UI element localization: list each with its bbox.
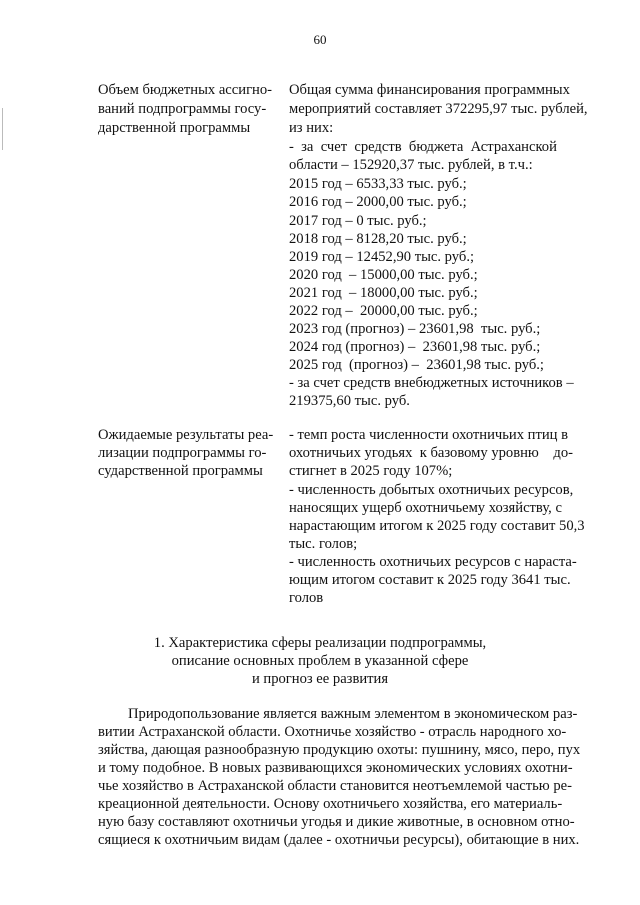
row-value-line: 2019 год – 12452,90 тыс. руб.; xyxy=(289,249,475,265)
row-value-line: 2020 год – 15000,00 тыс. руб.; xyxy=(289,267,478,283)
paragraph-line: витии Астраханской области. Охотничье хозяйство - отрасль народного хо- xyxy=(98,724,567,740)
row-label-text: Объем бюджетных ассигно- xyxy=(98,82,273,98)
row-value-line: - численность добытых охотничьих ресурсов, xyxy=(289,482,574,498)
paragraph-line: ную базу составляют охотничьи угодья и дикие животные, в основном отно- xyxy=(98,814,575,830)
row-value-line: 2021 год – 18000,00 тыс. руб.; xyxy=(289,285,478,301)
row-label-text: лизации подпрограммы го- xyxy=(98,445,267,461)
row-label-text: ваний подпрограммы госу- xyxy=(98,101,267,117)
row-value-line: - темп роста численности охотничьих птиц в xyxy=(289,427,569,443)
row-label-line: дарственной программы xyxy=(98,120,251,136)
margin-mark xyxy=(2,108,6,150)
row-value-line: 2025 год (прогноз) – 23601,98 тыс. руб.; xyxy=(289,357,544,373)
row-label-line: сударственной программы xyxy=(98,463,263,479)
row-value-line: - за счет средств внебюджетных источников – xyxy=(289,375,574,391)
paragraph-line: и тому подобное. В новых развивающихся экономических условиях охотни- xyxy=(98,760,573,776)
paragraph-line: сящиеся к охотничьим видам (далее - охотничьи ресурсы), обитающие в них. xyxy=(98,832,580,848)
paragraph-line: креационной деятельности. Основу охотничьего хозяйства, его материаль- xyxy=(98,796,563,812)
row-label-line xyxy=(98,100,286,119)
row-label-text: Ожидаемые результаты реа- xyxy=(98,427,274,443)
paragraph-line: Природопользование является важным элементом в экономическом раз- xyxy=(128,706,578,722)
row-value-line: 2023 год (прогноз) – 23601,98 тыс. руб.; xyxy=(289,321,541,337)
row-value-line: наносящих ущерб охотничьему хозяйству, с xyxy=(289,500,562,516)
row-label-line xyxy=(98,444,286,463)
row-value-line: 2016 год – 2000,00 тыс. руб.; xyxy=(289,194,467,210)
row-value-line: 2022 год – 20000,00 тыс. руб.; xyxy=(289,303,478,319)
row-value-line xyxy=(289,81,601,100)
row-value-line: тыс. голов; xyxy=(289,536,358,552)
section-heading-line: и прогноз ее развития xyxy=(251,671,389,687)
row-value-line: - численность охотничьих ресурсов с нараста- xyxy=(289,554,577,570)
row-value-line: области – 152920,37 тыс. рублей, в т.ч.: xyxy=(289,157,533,173)
row-value-line: 219375,60 тыс. руб. xyxy=(289,393,410,409)
row-value-text: Общая сумма финансирования программных xyxy=(289,82,570,98)
row-value-line: 2024 год (прогноз) – 23601,98 тыс. руб.; xyxy=(289,339,541,355)
row-label-line xyxy=(98,426,286,445)
row-value-line: 2018 год – 8128,20 тыс. руб.; xyxy=(289,231,467,247)
row-value-line: охотничьих угодьях к базовому уровню до- xyxy=(289,445,573,461)
section-heading-line: 1. Характеристика сферы реализации подпрограммы, xyxy=(153,635,487,651)
row-label-line xyxy=(98,81,286,100)
paragraph-line: чье хозяйство в Астраханской области становится неотъемлемой частью ре- xyxy=(98,778,572,794)
row-value-line: стигнет в 2025 году 107%; xyxy=(289,463,453,479)
row-value-line: - за счет средств бюджета Астраханской xyxy=(289,139,557,155)
row-value-line: 2015 год – 6533,33 тыс. руб.; xyxy=(289,176,467,192)
row-value-line: мероприятий составляет 372295,97 тыс. рублей, xyxy=(289,101,588,117)
row-value-line: нарастающим итогом к 2025 году составит 50,3 xyxy=(289,518,585,534)
section-heading-line: описание основных проблем в указанной сфере xyxy=(171,653,469,669)
page-number: 60 xyxy=(313,32,327,47)
row-value-line: ющим итогом составит к 2025 году 3641 тыс. xyxy=(289,572,571,588)
row-value-line: голов xyxy=(289,590,324,606)
row-value-line: из них: xyxy=(289,120,334,136)
paragraph-line: зяйства, дающая разнообразную продукцию охоты: пушнину, мясо, перо, пух xyxy=(98,742,581,758)
row-value-line: 2017 год – 0 тыс. руб.; xyxy=(289,213,427,229)
